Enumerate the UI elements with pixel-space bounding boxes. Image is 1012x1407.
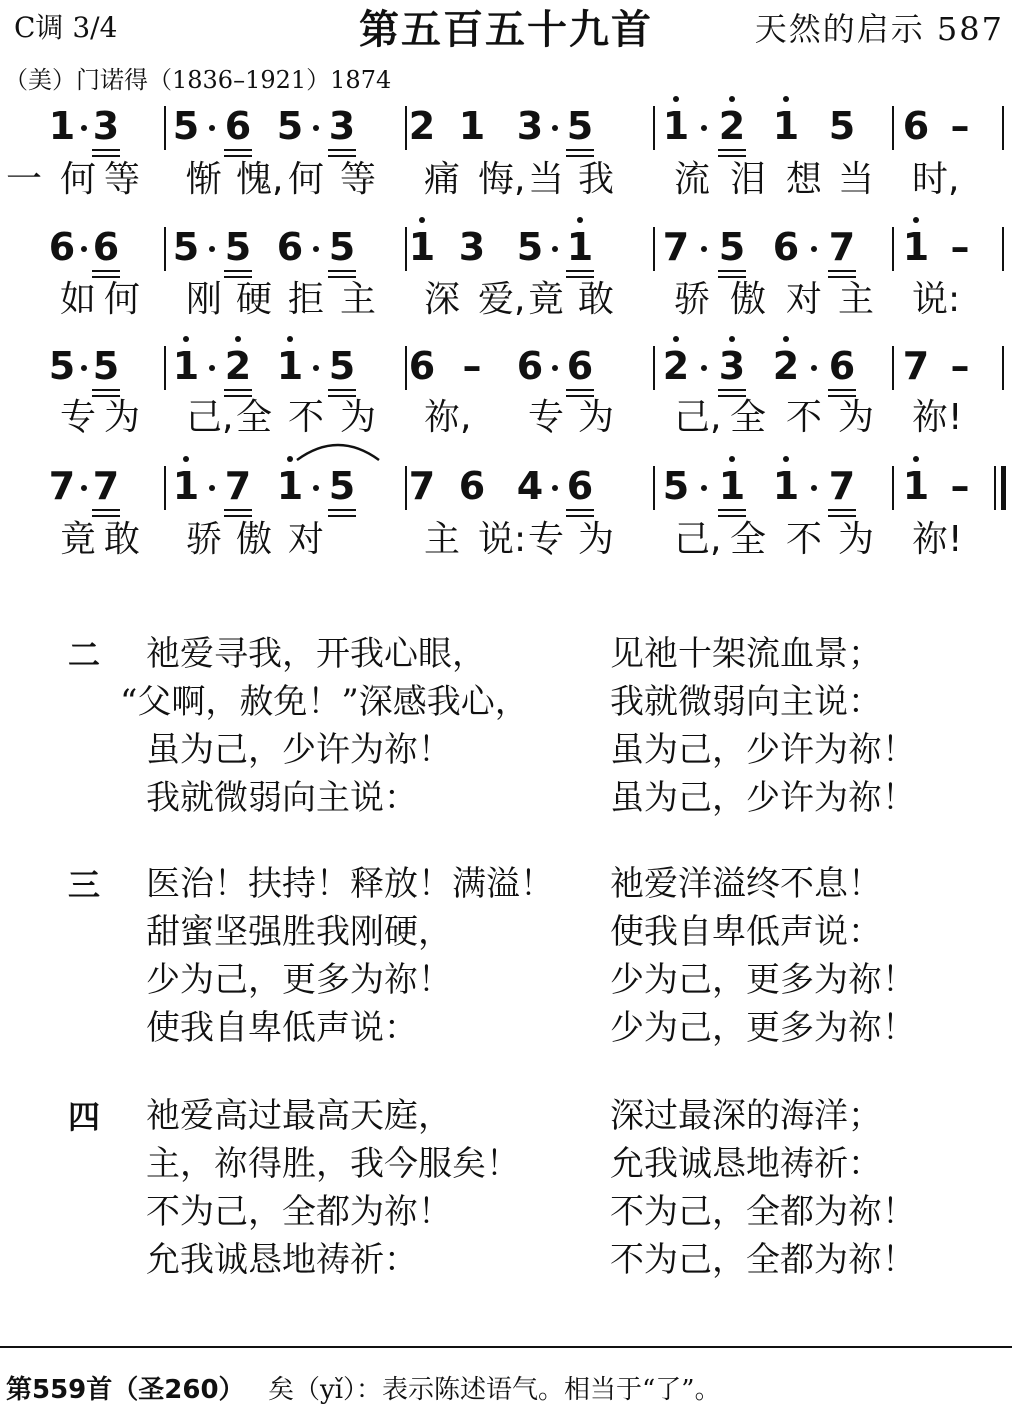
verse-line-right: 虽为己，少许为祢！ — [610, 778, 916, 818]
lyric-syllable: 悔, — [478, 159, 526, 200]
bar-line — [1002, 106, 1004, 150]
lyric-syllable: 主 — [340, 279, 377, 320]
tie-slur — [293, 436, 383, 462]
high-octave-dot — [673, 96, 679, 102]
note: 7 — [221, 464, 255, 508]
lyric-syllable: 如 — [60, 279, 97, 320]
author-line: （美）门诺得（1836–1921）1874 — [4, 66, 392, 94]
verse-line-left: 主，祢得胜，我今服矣！ — [146, 1144, 520, 1184]
lyric-syllable: 不 — [288, 397, 325, 438]
note: 1 — [48, 104, 76, 148]
note: 7 — [48, 464, 76, 508]
bar-line — [164, 227, 166, 271]
hymn-reference: 第559首（圣260） — [6, 1375, 245, 1405]
high-octave-dot — [913, 456, 919, 462]
note: 3 — [516, 104, 544, 148]
bar-line — [164, 346, 166, 390]
lyric-syllable: 不 — [786, 519, 823, 560]
note: 1 — [769, 464, 803, 508]
high-octave-dot — [729, 96, 735, 102]
lyric-syllable: 竟 — [60, 519, 97, 560]
lyric-syllable: 骄 — [674, 279, 711, 320]
augmentation-dot — [209, 485, 215, 491]
lyric-syllable: 专 — [528, 397, 565, 438]
augmentation-dot — [209, 246, 215, 252]
augmentation-dot — [811, 365, 817, 371]
lyric-syllable: 全 — [730, 397, 767, 438]
lyric-syllable: 深 — [424, 279, 461, 320]
note: 1 — [899, 464, 933, 508]
footnote: 矣（yǐ）：表示陈述语气。相当于“了”。 — [268, 1375, 721, 1405]
lyric-syllable: 说: — [912, 279, 961, 320]
note: 2 — [659, 344, 693, 388]
augmentation-dot — [701, 485, 707, 491]
lyric-syllable: 说: — [478, 519, 527, 560]
verse-line-left: 医治！扶持！释放！满溢！ — [146, 864, 554, 904]
note: 3 — [715, 344, 749, 388]
lyric-syllable: 专 — [60, 397, 97, 438]
note: 7 — [408, 464, 436, 508]
verse-line-left: 使我自卑低声说： — [146, 1008, 418, 1048]
lyric-syllable: 惭 — [186, 159, 223, 200]
augmentation-dot — [701, 365, 707, 371]
augmentation-dot — [313, 365, 319, 371]
note: 6 — [221, 104, 255, 148]
high-octave-dot — [287, 336, 293, 342]
rest-dash: – — [950, 225, 970, 269]
rest-dash: – — [950, 464, 970, 508]
verse-line-left: 我就微弱向主说： — [146, 778, 418, 818]
lyric-syllable: 对 — [288, 519, 325, 560]
lyric-syllable: 愧, — [236, 159, 284, 200]
verse-number: 三 — [68, 866, 101, 904]
note: 2 — [408, 104, 436, 148]
verse-line-right: 少为己，更多为祢！ — [610, 1008, 916, 1048]
note: 2 — [769, 344, 803, 388]
note: 7 — [825, 464, 859, 508]
lyric-syllable: 当 — [838, 159, 875, 200]
lyric-syllable: 为 — [578, 519, 615, 560]
note: 7 — [89, 464, 123, 508]
note: 5 — [325, 344, 359, 388]
lyric-syllable: 主 — [838, 279, 875, 320]
lyric-syllable: 为 — [838, 519, 875, 560]
lyric-syllable: 刚 — [186, 279, 223, 320]
note: 3 — [89, 104, 123, 148]
verse-line-right: 深过最深的海洋； — [610, 1096, 882, 1136]
lyric-syllable: 敢 — [104, 519, 141, 560]
lyric-syllable: 痛 — [424, 159, 461, 200]
bar-line — [164, 466, 166, 510]
augmentation-dot — [209, 125, 215, 131]
verse-block — [0, 856, 1012, 1048]
verse-line-right: 祂爱洋溢终不息！ — [610, 864, 882, 904]
lyric-syllable: 当 — [528, 159, 565, 200]
high-octave-dot — [183, 336, 189, 342]
lyric-syllable: 己, — [674, 519, 722, 560]
bar-line — [892, 106, 894, 150]
high-octave-dot — [783, 96, 789, 102]
bar-line — [653, 346, 655, 390]
verse-line-left: 允我诚恳地祷祈： — [146, 1240, 418, 1280]
note: 6 — [825, 344, 859, 388]
lyric-syllable: 何 — [60, 159, 97, 200]
lyric-syllable: 己, — [186, 397, 234, 438]
lyric-syllable: 何 — [288, 159, 325, 200]
note: 5 — [276, 104, 304, 148]
note: 1 — [563, 225, 597, 269]
footer-divider — [0, 1346, 1012, 1348]
lyric-syllable: 拒 — [288, 279, 325, 320]
lyric-syllable: 敢 — [578, 279, 615, 320]
bar-line — [653, 227, 655, 271]
high-octave-dot — [729, 456, 735, 462]
verse-line-left: “父啊，赦免！”深感我心， — [120, 682, 529, 722]
note: 5 — [715, 225, 749, 269]
note: 5 — [172, 104, 200, 148]
high-octave-dot — [913, 217, 919, 223]
augmentation-dot — [313, 125, 319, 131]
note: 5 — [48, 344, 76, 388]
verse-line-right: 虽为己，少许为祢！ — [610, 730, 916, 770]
bar-line — [1002, 346, 1004, 390]
verse-line-right: 见祂十架流血景； — [610, 634, 882, 674]
verse-line-left: 甜蜜坚强胜我刚硬， — [146, 912, 452, 952]
augmentation-dot — [313, 485, 319, 491]
augmentation-dot — [313, 246, 319, 252]
note: 1 — [169, 464, 203, 508]
note: 5 — [516, 225, 544, 269]
note: 1 — [405, 225, 439, 269]
lyric-syllable: 骄 — [186, 519, 223, 560]
lyric-syllable: 祢, — [424, 397, 472, 438]
note: 1 — [169, 344, 203, 388]
verse-line-right: 使我自卑低声说： — [610, 912, 882, 952]
lyric-syllable: 己, — [674, 397, 722, 438]
verse-line-left: 虽为己，少许为祢！ — [146, 730, 452, 770]
note: 7 — [902, 344, 930, 388]
bar-line — [892, 346, 894, 390]
lyric-syllable: 不 — [786, 397, 823, 438]
note: 5 — [662, 464, 690, 508]
note: 1 — [769, 104, 803, 148]
note: 6 — [563, 344, 597, 388]
bar-line — [405, 466, 407, 510]
note: 5 — [89, 344, 123, 388]
lyric-syllable: 泪 — [730, 159, 767, 200]
verse-line-left: 祂爱高过最高天庭， — [146, 1096, 452, 1136]
bar-line — [653, 106, 655, 150]
note: 6 — [276, 225, 304, 269]
augmentation-dot — [701, 246, 707, 252]
key-time-signature: C调 3/4 — [14, 11, 118, 44]
rest-dash: – — [950, 344, 970, 388]
lyric-syllable: 对 — [786, 279, 823, 320]
verse-block — [0, 626, 1012, 818]
note: 2 — [715, 104, 749, 148]
bar-line — [892, 227, 894, 271]
note: 6 — [408, 344, 436, 388]
verse-number: 四 — [68, 1098, 101, 1136]
augmentation-dot — [552, 246, 558, 252]
verse-number: 一 — [6, 159, 43, 200]
final-bar-line — [994, 466, 996, 510]
note: 6 — [902, 104, 930, 148]
book-page: 天然的启示 587 — [754, 10, 1004, 48]
note: 6 — [458, 464, 486, 508]
lyric-syllable: 为 — [838, 397, 875, 438]
lyric-syllable: 我 — [578, 159, 615, 200]
note: 6 — [89, 225, 123, 269]
bar-line — [892, 466, 894, 510]
lyric-syllable: 专 — [528, 519, 565, 560]
bar-line — [1002, 227, 1004, 271]
lyric-syllable: 祢! — [912, 519, 963, 560]
lyric-syllable: 全 — [236, 397, 273, 438]
high-octave-dot — [235, 336, 241, 342]
bar-line — [653, 466, 655, 510]
lyric-syllable: 为 — [578, 397, 615, 438]
lyric-syllable: 主 — [424, 519, 461, 560]
augmentation-dot — [552, 365, 558, 371]
note: 2 — [221, 344, 255, 388]
note: 5 — [172, 225, 200, 269]
high-octave-dot — [729, 336, 735, 342]
note: 5 — [221, 225, 255, 269]
lyric-syllable: 全 — [730, 519, 767, 560]
verse-line-right: 不为己，全都为祢！ — [610, 1240, 916, 1280]
lyric-syllable: 流 — [674, 159, 711, 200]
lyric-row — [0, 278, 1012, 328]
augmentation-dot — [209, 365, 215, 371]
lyric-syllable: 竟 — [528, 279, 565, 320]
augmentation-dot — [81, 125, 87, 131]
augmentation-dot — [552, 125, 558, 131]
note: 6 — [48, 225, 76, 269]
note: 6 — [563, 464, 597, 508]
note: 5 — [325, 225, 359, 269]
rest-dash: – — [950, 104, 970, 148]
high-octave-dot — [183, 456, 189, 462]
verse-line-left: 少为己，更多为祢！ — [146, 960, 452, 1000]
augmentation-dot — [552, 485, 558, 491]
bar-line — [405, 227, 407, 271]
lyric-row — [0, 518, 1012, 568]
augmentation-dot — [81, 485, 87, 491]
note: 3 — [458, 225, 486, 269]
note: 7 — [662, 225, 690, 269]
note: 1 — [458, 104, 486, 148]
rest-dash: – — [462, 344, 482, 388]
high-octave-dot — [783, 456, 789, 462]
lyric-syllable: 等 — [340, 159, 377, 200]
augmentation-dot — [811, 485, 817, 491]
high-octave-dot — [783, 336, 789, 342]
bar-line — [164, 106, 166, 150]
lyric-syllable: 何 — [104, 279, 141, 320]
lyric-syllable: 祢! — [912, 397, 963, 438]
note: 1 — [659, 104, 693, 148]
lyric-syllable: 傲 — [236, 519, 273, 560]
lyric-row — [0, 396, 1012, 446]
verse-block — [0, 1088, 1012, 1280]
note: 4 — [516, 464, 544, 508]
augmentation-dot — [701, 125, 707, 131]
note: 3 — [325, 104, 359, 148]
lyric-syllable: 为 — [104, 397, 141, 438]
high-octave-dot — [673, 336, 679, 342]
lyric-syllable: 想 — [786, 159, 823, 200]
verse-line-left: 祂爱寻我，开我心眼， — [146, 634, 486, 674]
lyric-syllable: 爱, — [478, 279, 526, 320]
bar-line — [405, 346, 407, 390]
augmentation-dot — [811, 246, 817, 252]
high-octave-dot — [419, 217, 425, 223]
lyric-syllable: 傲 — [730, 279, 767, 320]
note: 5 — [828, 104, 856, 148]
hymn-title: 第五百五十九首 — [359, 7, 653, 53]
final-bar-line — [1001, 466, 1006, 510]
bar-line — [405, 106, 407, 150]
verse-line-right: 我就微弱向主说： — [610, 682, 882, 722]
lyric-row — [0, 158, 1012, 208]
note: 7 — [825, 225, 859, 269]
note: 6 — [516, 344, 544, 388]
verse-line-right: 不为己，全都为祢！ — [610, 1192, 916, 1232]
note: 5 — [325, 464, 359, 508]
note: 1 — [899, 225, 933, 269]
verse-line-right: 少为己，更多为祢！ — [610, 960, 916, 1000]
lyric-syllable: 硬 — [236, 279, 273, 320]
note: 1 — [273, 344, 307, 388]
lyric-syllable: 为 — [340, 397, 377, 438]
note: 1 — [715, 464, 749, 508]
augmentation-dot — [81, 365, 87, 371]
high-octave-dot — [577, 217, 583, 223]
note: 5 — [563, 104, 597, 148]
verse-number: 二 — [68, 636, 101, 674]
lyric-syllable: 等 — [104, 159, 141, 200]
note: 6 — [772, 225, 800, 269]
lyric-syllable: 时, — [912, 159, 960, 200]
verse-line-left: 不为己，全都为祢！ — [146, 1192, 452, 1232]
note: 1 — [273, 464, 307, 508]
augmentation-dot — [81, 246, 87, 252]
verse-line-right: 允我诚恳地祷祈： — [610, 1144, 882, 1184]
